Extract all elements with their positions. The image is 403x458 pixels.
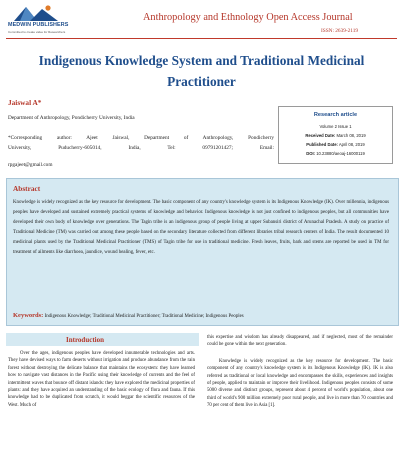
title-line: Practitioner: [167, 74, 236, 89]
intro-paragraph: Knowledge is widely recognized as the key resource for development. The basic component of any country's knowledge system is its Indigenous Knowledge (IK). IK is also referred as traditional or local knowledge and encompasses the skills, experiences and insights of people, applied to maintain or improve their livelihood. Indigenous peoples consists of some 5000 diverse and distinct groups, represent about 4 percent of world's population, about one third of world's 900 million extremely poor rural people, and live in more than 70 countries and 70 per cent of them live in Asia [1].: [207, 358, 393, 409]
publisher-name: MEDWIN PUBLISHERS: [8, 22, 69, 28]
keywords-text: Indigenous Knowledge; Traditional Medicinal Practitioner; Traditional Medicine; Indigenous Peoples: [44, 314, 244, 319]
article-info-box: [278, 106, 393, 164]
journal-name[interactable]: Anthropology and Ethnology Open Access Journal: [143, 12, 353, 23]
received-date: Received Date: March 08, 2019: [305, 133, 366, 138]
published-date: Published Date: April 08, 2019: [306, 142, 365, 147]
paper-title: [0, 50, 403, 92]
affiliation: Department of Anthropology, Pondicherry University, India: [8, 115, 135, 121]
abstract-text: Knowledge is widely recognized as the key resource for development. The basic component of any country's knowledge system is its Indigenous Knowledge (IK). Over millennia, indigenous peoples have developed and sustained extremely practical systems of knowledge and behavior. Indigenous knowledge is not just confined to indigenous peoples, but all communities have developed their own body of knowledge over generations. The Tagin tribe is an indigenous group of people living at upper Subansiri district of Arunachal Pradesh. A study on practice of Traditional Medicine (TM) was carried out among these people based on the secondary literature collected from different libraries tribal research centers of India. The result documented 10 medicinal plants used by the Traditional Medicinal Practitioner (TMS) of Tagin tribe for use in traditional medicine. Fresh leaves, fruits, bark and stems are reported be used in TM for treatment of ailments like diarrhoea, jaundice, wound healing, fever, etc.: [13, 200, 389, 256]
author-name: Jaiswal A*: [8, 98, 42, 107]
volume-issue: Volume 2 Issue 1: [319, 124, 352, 129]
correspondence-email[interactable]: rpgajeet@gmail.com: [8, 162, 53, 168]
introduction-heading: Introduction: [66, 336, 104, 344]
intro-right-column: [207, 334, 393, 410]
keywords-label: Keywords:: [13, 312, 44, 319]
keywords: [13, 312, 244, 319]
publisher-logo-icon: [12, 3, 62, 23]
publisher-tagline: Committed to create value for Researchers: [8, 30, 66, 34]
intro-paragraph: this expertise and wisdom has already disappeared, and if neglected, most of the remainder could be gone within the next generation.: [207, 335, 393, 348]
abstract-heading: Abstract: [13, 184, 41, 193]
issn: ISSN: 2639-2119: [321, 28, 359, 34]
intro-left-column: [8, 350, 195, 409]
title-line: Indigenous Knowledge System and Traditional Medicinal: [38, 53, 365, 68]
correspondence-line: University, Puducherry-605014, India, Tel: 09791201427; Email:: [8, 145, 274, 151]
correspondence-line: *Corresponding author: Ajeet Jaiswal, Department of Anthropology, Pondicherry: [8, 135, 274, 141]
header-divider: [6, 38, 397, 39]
article-type: Research article: [313, 112, 358, 118]
doi[interactable]: DOI: 10.23880/aeoaj-16000119: [306, 151, 365, 156]
intro-paragraph: Over the ages, indigenous peoples have developed innumerable technologies and arts. They have devised ways to farm deserts without irrigation and produce abundance from the rain forest without destroying the delicate balance that maintains the ecosystem: they have learned how to navigate vast distances in the Pacific using their knowledge of currents and the feel of intermittent waves that bounce off distant islands: they have explored the medicinal properties of plants: and they have acquired an understanding of the basic ecology of flora and fauna. If this knowledge had to be duplicated from scratch, it would beggar the scientific resources of the West. Much of: [8, 351, 195, 408]
